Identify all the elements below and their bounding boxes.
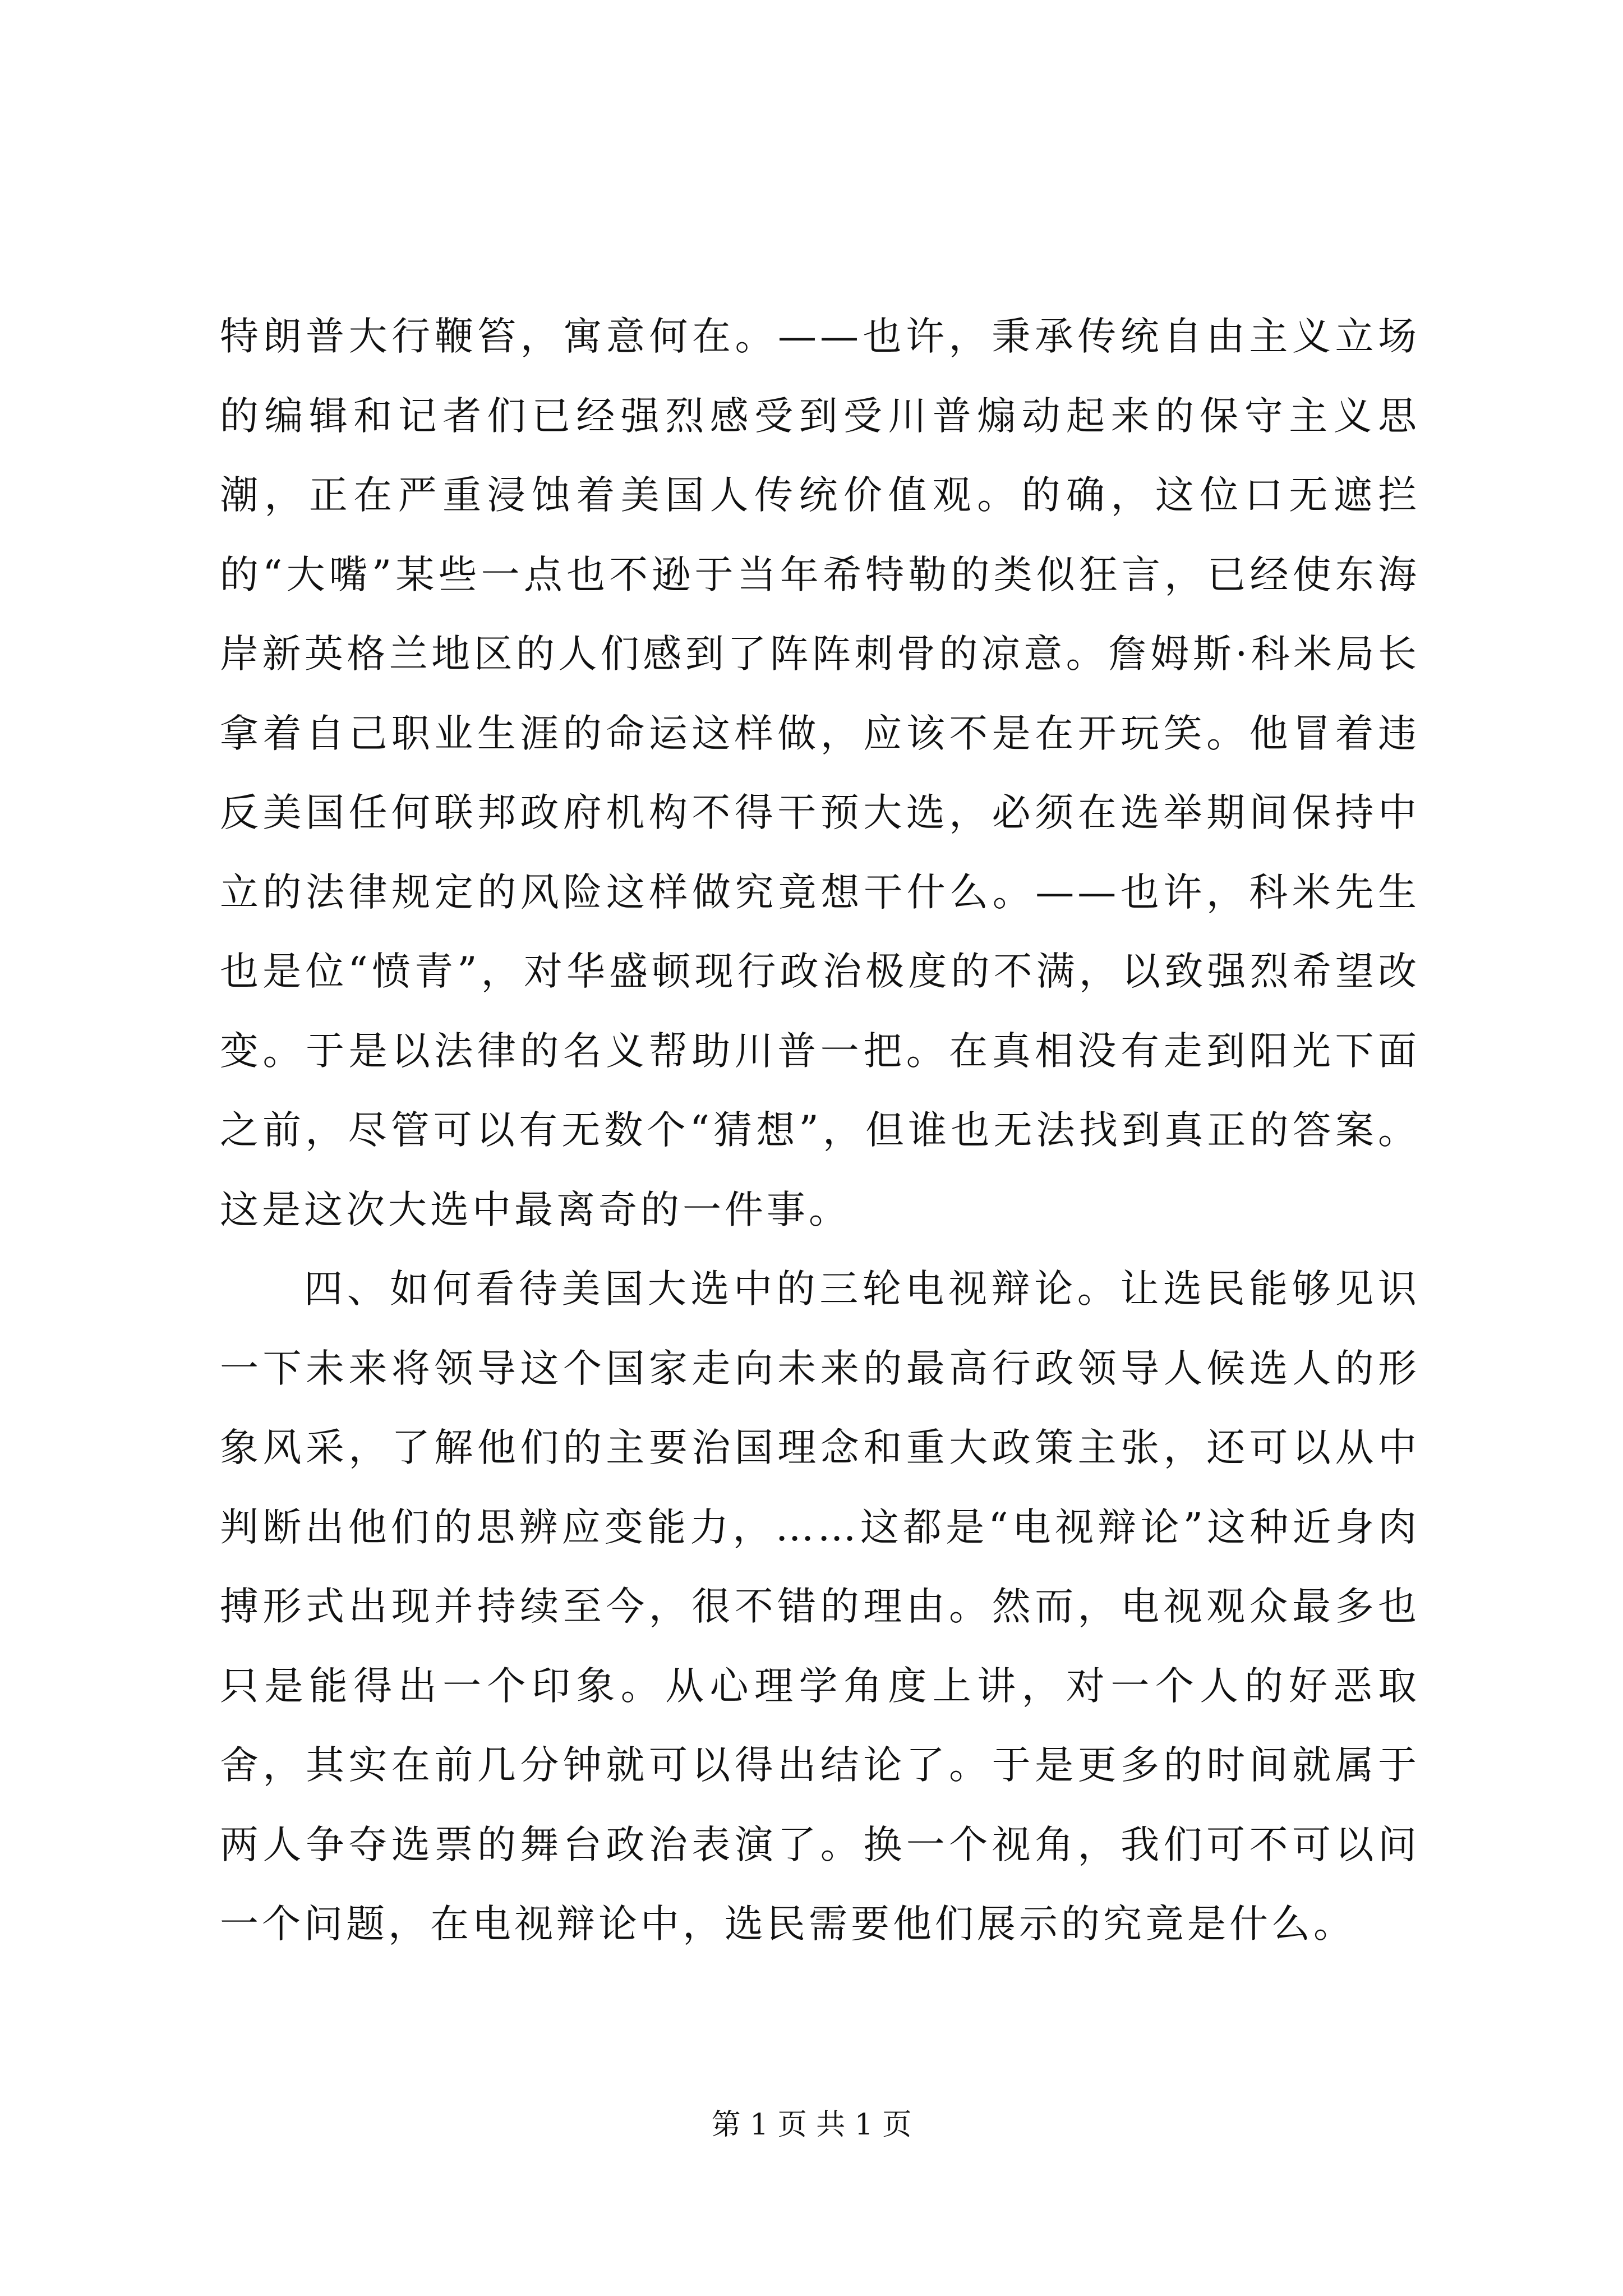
paragraph-1: 特朗普大行鞭笞，寓意何在。——也许，秉承传统自由主义立场的编辑和记者们已经强烈感受到受川普煽动起来的保守主义思潮，正在严重浸蚀着美国人传统价值观。的确，这位口无遮拦的“大嘴”某些一点也不逊于当年希特勒的类似狂言，已经使东海岸新英格兰地区的人们感到了阵阵刺骨的凉意。詹姆斯·科米局长拿着自己职业生涯的命运这样做，应该不是在开玩笑。他冒着违反美国任何联邦政府机构不得干预大选，必须在选举期间保持中立的法律规定的风险这样做究竟想干什么。——也许，科米先生也是位“愤青”，对华盛顿现行政治极度的不满，以致强烈希望改变。于是以法律的名义帮助川普一把。在真相没有走到阳光下面之前，尽管可以有无数个“猜想”，但谁也无法找到真正的答案。这是这次大选中最离奇的一件事。 [220, 314, 1420, 1232]
body-text [220, 297, 1420, 1964]
paragraph-2: 四、如何看待美国大选中的三轮电视辩论。让选民能够见识一下未来将领导这个国家走向未来的最高行政领导人候选人的形象风采，了解他们的主要治国理念和重大政策主张，还可以从中判断出他们的思辨应变能力，……这都是“电视辩论”这种近身肉搏形式出现并持续至今，很不错的理由。然而，电视观众最多也只是能得出一个印象。从心理学角度上讲，对一个人的好恶取舍，其实在前几分钟就可以得出结论了。于是更多的时间就属于两人争夺选票的舞台政治表演了。换一个视角，我们可不可以问一个问题，在电视辩论中，选民需要他们展示的究竟是什么。 [220, 1267, 1420, 1947]
page-footer: 第 1 页 共 1 页 [711, 2108, 912, 2142]
